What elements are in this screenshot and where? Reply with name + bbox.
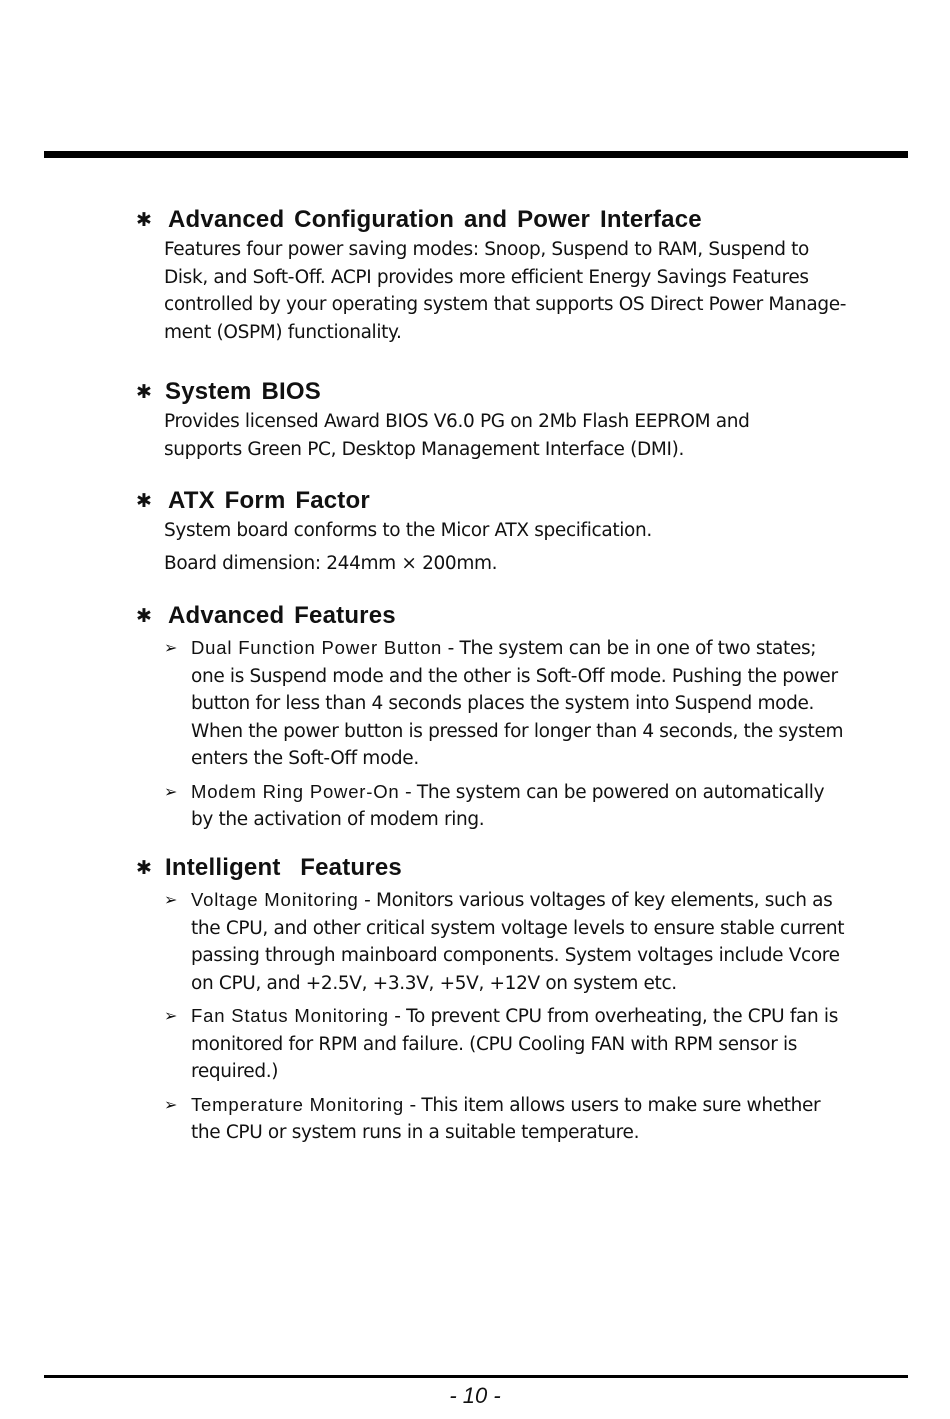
item-line: one is Suspend mode and the other is Soft-Off mode. Pushing the power bbox=[191, 665, 838, 687]
heading-text: Advanced Features bbox=[168, 602, 396, 629]
paragraph-line: Features four power saving modes: Snoop, Suspend to RAM, Suspend to bbox=[164, 239, 809, 260]
arrow-bullet-icon: ➢ bbox=[164, 638, 178, 657]
item-line: by the activation of modem ring. bbox=[191, 809, 485, 830]
item-line: passing through mainboard components. System voltages include Vcore bbox=[191, 945, 840, 966]
item-line: enters the Soft-Off mode. bbox=[191, 748, 419, 769]
heading-text: Advanced Configuration and Power Interface bbox=[168, 206, 702, 233]
item-term: Dual Function Power Button bbox=[191, 637, 443, 658]
item-first-line bbox=[191, 634, 916, 663]
page-number: - 10 - bbox=[449, 1383, 501, 1408]
item-text: - Monitors various voltages of key elements, such as bbox=[358, 890, 833, 911]
list-item bbox=[164, 1002, 916, 1086]
section-heading bbox=[136, 377, 916, 407]
paragraph-line: supports Green PC, Desktop Management Interface (DMI). bbox=[164, 438, 684, 460]
arrow-bullet-icon: ➢ bbox=[164, 1006, 178, 1025]
item-line: on CPU, and +2.5V, +3.3V, +5V, +12V on system etc. bbox=[191, 972, 677, 994]
section-heading bbox=[136, 601, 916, 631]
paragraph-line: controlled by your operating system that supports OS Direct Power Manage- bbox=[164, 294, 847, 315]
section-paragraph bbox=[164, 236, 916, 346]
item-first-line bbox=[191, 778, 916, 807]
list-item bbox=[164, 634, 916, 773]
item-line: required.) bbox=[191, 1061, 279, 1082]
list-item bbox=[164, 886, 916, 997]
heading-text: System BIOS bbox=[165, 378, 321, 405]
item-term: Modem Ring Power-On bbox=[191, 780, 400, 802]
section-acpi bbox=[136, 205, 916, 346]
item-line: button for less than 4 seconds places the system into Suspend mode. bbox=[191, 693, 815, 714]
section-paragraph bbox=[164, 408, 916, 463]
item-text: - The system can be in one of two states; bbox=[442, 638, 817, 659]
section-paragraph bbox=[164, 514, 916, 580]
asterisk-bullet-icon: ✱ bbox=[136, 381, 152, 403]
heading-text: Intelligent Features bbox=[165, 854, 402, 881]
paragraph-line: System board conforms to the Micor ATX specification. bbox=[164, 520, 652, 541]
bottom-rule bbox=[44, 1375, 908, 1378]
list-item bbox=[164, 1091, 916, 1147]
item-first-line bbox=[191, 1091, 916, 1120]
item-term: Fan Status Monitoring bbox=[191, 1005, 389, 1026]
heading-text: ATX Form Factor bbox=[168, 487, 370, 514]
asterisk-bullet-icon: ✱ bbox=[136, 605, 152, 627]
item-line: the CPU, and other critical system voltage levels to ensure stable current bbox=[191, 917, 845, 939]
top-rule bbox=[44, 151, 908, 158]
item-text: - The system can be powered on automatically bbox=[399, 781, 825, 803]
item-term: Temperature Monitoring bbox=[191, 1093, 404, 1115]
asterisk-bullet-icon: ✱ bbox=[136, 209, 152, 231]
paragraph-line: Provides licensed Award BIOS V6.0 PG on 2Mb Flash EEPROM and bbox=[164, 411, 750, 432]
paragraph-line: Board dimension: 244mm × 200mm. bbox=[164, 553, 498, 574]
paragraph-line: ment (OSPM) functionality. bbox=[164, 321, 402, 343]
section-intelligent-features bbox=[136, 853, 916, 1152]
arrow-bullet-icon: ➢ bbox=[164, 890, 178, 909]
item-line: the CPU or system runs in a suitable temperature. bbox=[191, 1122, 640, 1143]
arrow-bullet-icon: ➢ bbox=[164, 1094, 178, 1114]
item-term: Voltage Monitoring bbox=[191, 889, 359, 910]
item-text: - This item allows users to make sure whether bbox=[403, 1094, 821, 1116]
arrow-bullet-icon: ➢ bbox=[164, 781, 178, 801]
item-text: - To prevent CPU from overheating, the CPU fan is bbox=[388, 1006, 838, 1027]
feature-list bbox=[164, 886, 916, 1147]
section-system-bios bbox=[136, 377, 916, 463]
item-line: When the power button is pressed for longer than 4 seconds, the system bbox=[191, 720, 844, 742]
paragraph-line: Disk, and Soft-Off. ACPI provides more efficient Energy Savings Features bbox=[164, 266, 809, 288]
asterisk-bullet-icon: ✱ bbox=[136, 490, 152, 512]
item-first-line bbox=[191, 886, 916, 915]
asterisk-bullet-icon: ✱ bbox=[136, 857, 152, 879]
section-atx-form-factor bbox=[136, 486, 916, 580]
feature-list bbox=[164, 634, 916, 834]
section-advanced-features bbox=[136, 601, 916, 839]
section-heading bbox=[136, 205, 916, 235]
item-line: monitored for RPM and failure. (CPU Cooling FAN with RPM sensor is bbox=[191, 1033, 798, 1055]
section-heading bbox=[136, 853, 916, 883]
item-first-line bbox=[191, 1002, 916, 1031]
section-heading bbox=[136, 486, 916, 516]
list-item bbox=[164, 778, 916, 834]
